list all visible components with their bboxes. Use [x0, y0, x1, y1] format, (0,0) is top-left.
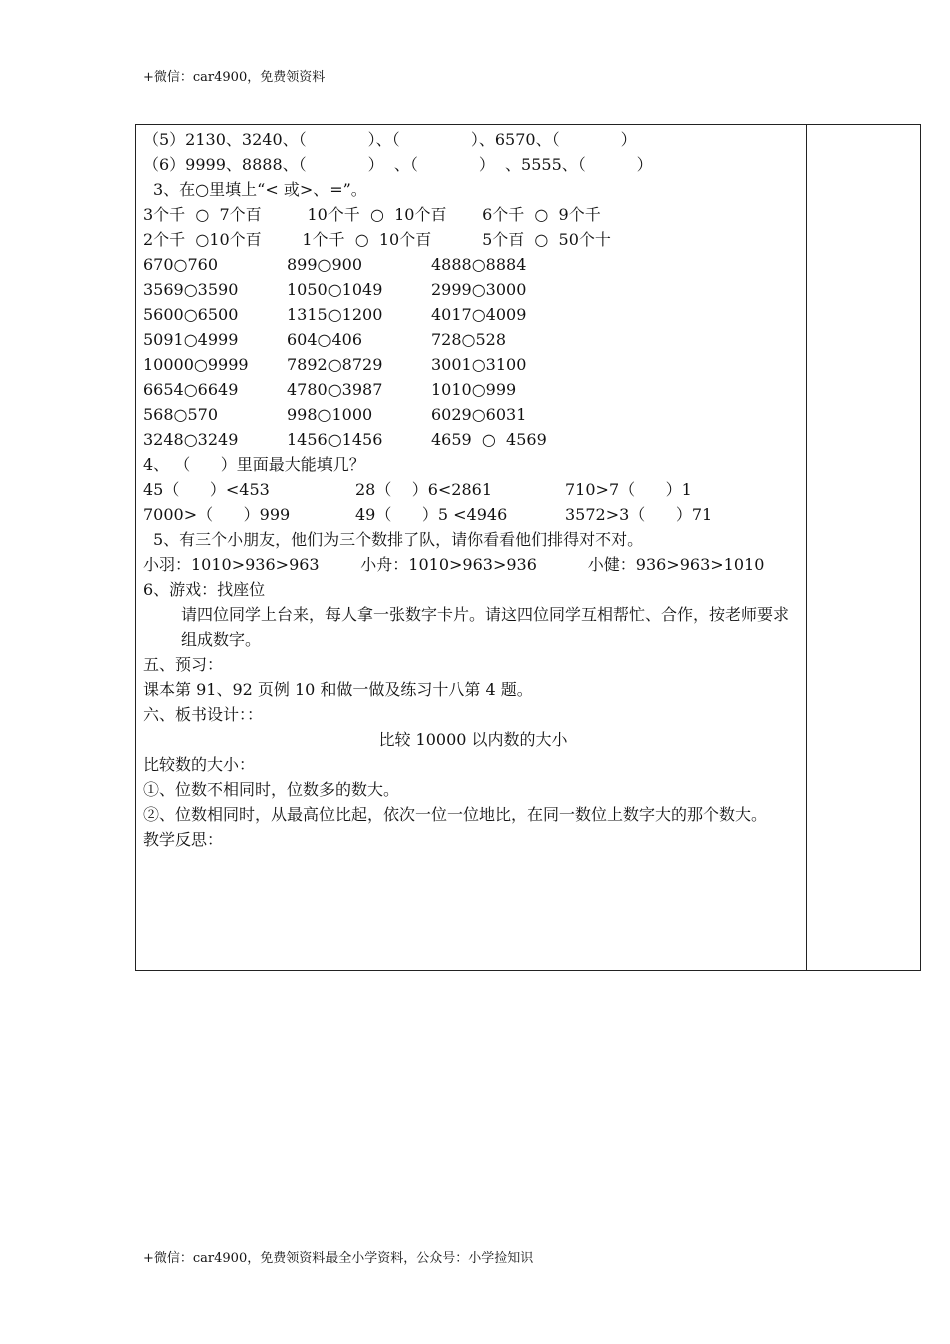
sequence-5: （5）2130、3240、（ ）、（ ）、6570、（ ） — [143, 130, 637, 149]
teaching-reflection: 教学反思： — [143, 830, 224, 849]
rule-2: ②、位数相同时，从最高位比起，依次一位一位地比，在同一数位上数字大的那个数大。 — [143, 805, 768, 824]
kids-answers: 小羽：1010>936>963 小舟：1010>963>936 小健：936>963>1010 — [143, 555, 765, 574]
max-fill-row: 45（ ）<453 28（ ）6<2861 710>7（ ）1 — [143, 480, 692, 499]
rule-1: ①、位数不相同时，位数多的数大。 — [143, 780, 400, 799]
board-title: 比较 10000 以内数的大小 — [378, 730, 568, 749]
preview-text: 课本第 91、92 页例 10 和做一做及练习十八第 4 题。 — [143, 680, 533, 699]
question-5: 5、有三个小朋友，他们为三个数排了队，请你看看他们排得对不对。 — [153, 530, 644, 549]
section-preview-heading: 五、预习： — [143, 655, 224, 674]
question-6: 6、游戏：找座位 — [143, 580, 266, 599]
compare-row: 670○760 899○900 4888○8884 — [143, 255, 527, 274]
compare-row: 6654○6649 4780○3987 1010○999 — [143, 380, 517, 399]
lesson-content — [143, 127, 803, 852]
compare-heading: 比较数的大小： — [143, 755, 256, 774]
unit-compare-1: 3个千 ○ 7个百 10个千 ○ 10个百 6个千 ○ 9个千 — [143, 205, 601, 224]
compare-row: 10000○9999 7892○8729 3001○3100 — [143, 355, 527, 374]
question-3: 3、在○里填上“< 或>、=”。 — [153, 180, 367, 199]
sequence-6: （6）9999、8888、（ ） 、（ ） 、5555、（ ） — [143, 155, 653, 174]
game-instructions: 请四位同学上台来，每人拿一张数字卡片。请这四位同学互相帮忙、合作，按老师要求组成数字。 — [181, 605, 790, 649]
compare-row: 5091○4999 604○406 728○528 — [143, 330, 507, 349]
compare-row: 5600○6500 1315○1200 4017○4009 — [143, 305, 527, 324]
max-fill-row: 7000>（ ）999 49（ ）5 <4946 3572>3（ ）71 — [143, 505, 713, 524]
header-note: +微信：car4900，免费领资料 — [143, 70, 326, 85]
compare-row: 568○570 998○1000 6029○6031 — [143, 405, 527, 424]
compare-row: 3248○3249 1456○1456 4659 ○ 4569 — [143, 430, 547, 449]
compare-row: 3569○3590 1050○1049 2999○3000 — [143, 280, 527, 299]
footer-note: +微信：car4900，免费领资料最全小学资料，公众号：小学捡知识 — [143, 1251, 534, 1266]
question-4: 4、 （ ）里面最大能填几？ — [143, 455, 365, 474]
unit-compare-2: 2个千 ○10个百 1个千 ○ 10个百 5个百 ○ 50个十 — [143, 230, 611, 249]
section-board-heading: 六、板书设计：： — [143, 705, 264, 724]
table-divider — [806, 124, 807, 971]
